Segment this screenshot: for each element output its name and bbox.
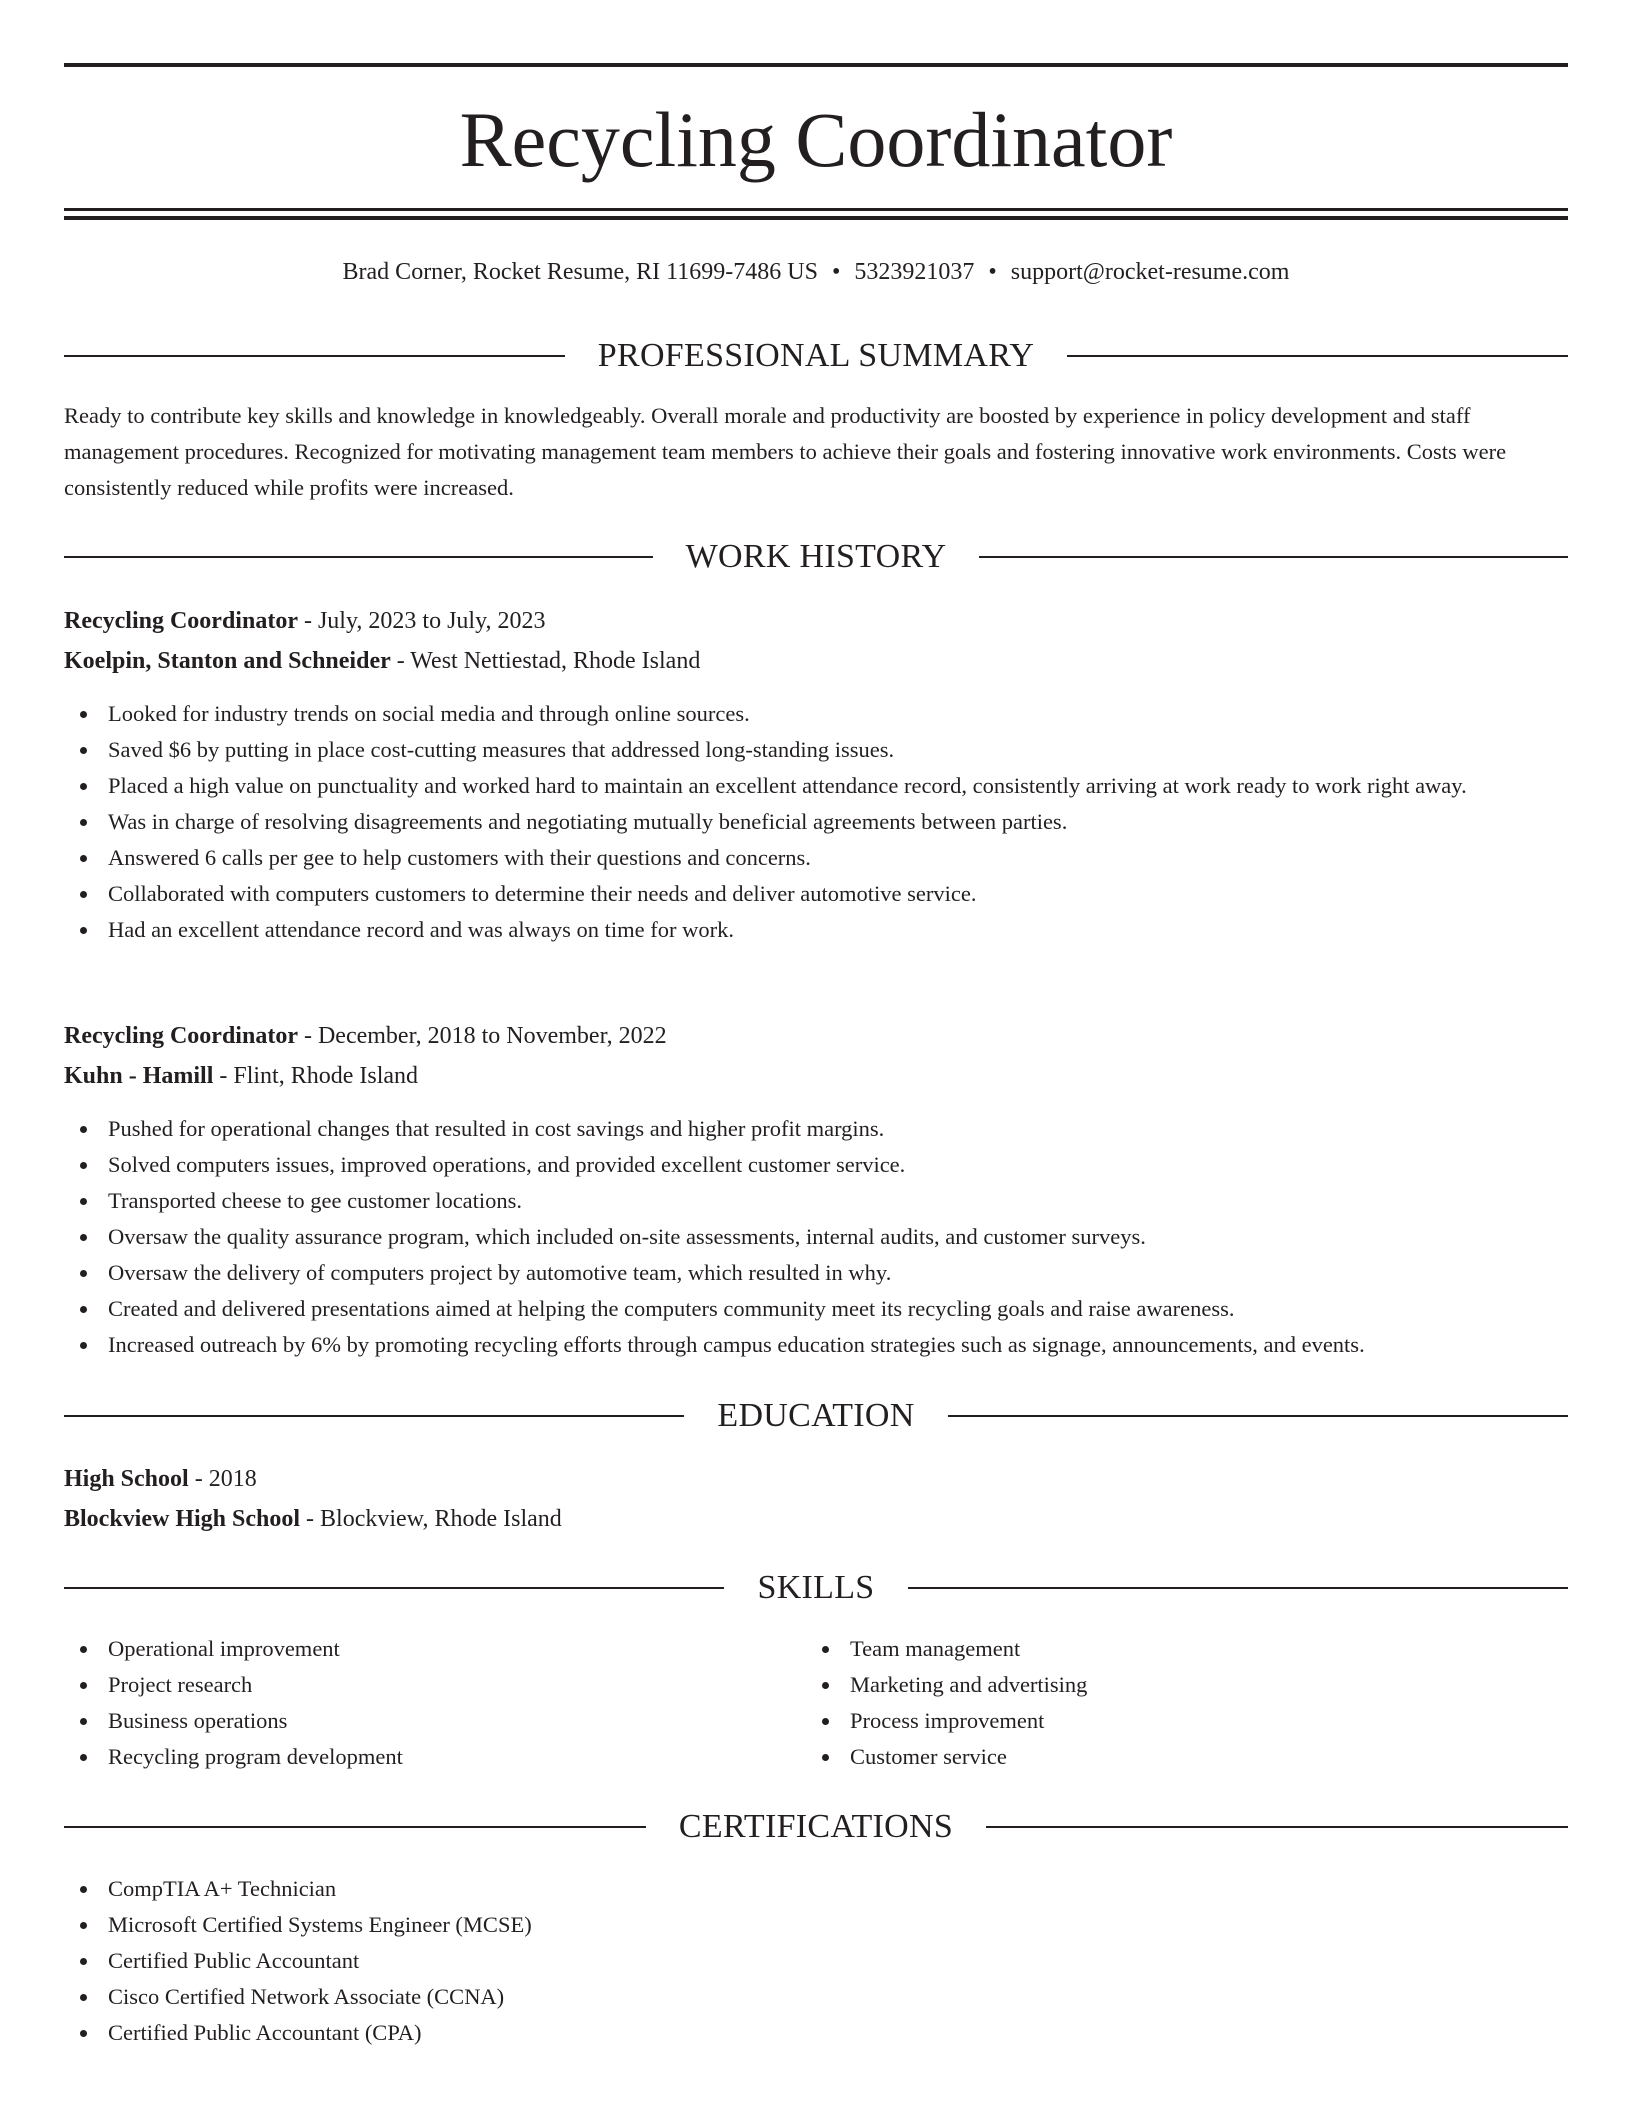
title-rule-lower bbox=[64, 216, 1568, 220]
list-item bbox=[64, 1111, 1568, 1147]
list-item bbox=[64, 912, 1568, 948]
bullet-dot bbox=[80, 1682, 87, 1689]
education-year: - 2018 bbox=[188, 1466, 257, 1492]
bullet-dot bbox=[80, 783, 87, 790]
bullet-dot bbox=[80, 711, 87, 718]
skill-item bbox=[806, 1703, 1506, 1739]
section-header-work-history bbox=[64, 535, 1568, 579]
skill-item bbox=[64, 1667, 764, 1703]
list-item bbox=[64, 804, 1568, 840]
divider bbox=[64, 1587, 724, 1589]
bullet-dot bbox=[822, 1646, 829, 1653]
job-company: Kuhn - Hamill bbox=[64, 1063, 214, 1089]
top-rule bbox=[64, 63, 1568, 67]
bullet-dot bbox=[80, 819, 87, 826]
bullet-dot bbox=[80, 1958, 87, 1965]
skills-list-left bbox=[64, 1631, 764, 1775]
job-title: Recycling Coordinator bbox=[64, 1023, 298, 1049]
bullet-dot bbox=[80, 1270, 87, 1277]
job-dates: - July, 2023 to July, 2023 bbox=[297, 608, 546, 634]
list-item bbox=[64, 1183, 1568, 1219]
job-company-line bbox=[64, 643, 1568, 679]
contact-email: support@rocket-resume.com bbox=[1010, 259, 1290, 285]
divider bbox=[64, 355, 565, 357]
list-item-text: Collaborated with computers customers to determine their needs and deliver automotive service. bbox=[108, 881, 977, 906]
section-title: PROFESSIONAL SUMMARY bbox=[597, 337, 1035, 374]
section-title: WORK HISTORY bbox=[685, 538, 947, 575]
skill-text: Marketing and advertising bbox=[850, 1672, 1088, 1697]
section-header-skills bbox=[64, 1566, 1568, 1610]
skill-text: Team management bbox=[850, 1636, 1021, 1661]
job-company-line bbox=[64, 1058, 1568, 1094]
education-school-line bbox=[64, 1501, 1568, 1537]
certification-item bbox=[64, 1979, 1568, 2015]
skill-item bbox=[64, 1703, 764, 1739]
skill-text: Recycling program development bbox=[108, 1744, 403, 1769]
job-title: Recycling Coordinator bbox=[64, 608, 298, 634]
bullet-dot bbox=[80, 747, 87, 754]
bullet-dot bbox=[80, 1994, 87, 2001]
resume-title: Recycling Coordinator bbox=[459, 96, 1173, 183]
title-rule-upper bbox=[64, 208, 1568, 211]
certification-text: Certified Public Accountant (CPA) bbox=[108, 2020, 422, 2045]
job-location: - West Nettiestad, Rhode Island bbox=[390, 648, 701, 674]
list-item-text: Created and delivered presentations aimed at helping the computers community meet its recycling goals and raise awareness. bbox=[108, 1296, 1235, 1321]
skill-item bbox=[64, 1631, 764, 1667]
certification-text: Microsoft Certified Systems Engineer (MCSE) bbox=[108, 1912, 532, 1937]
job-company: Koelpin, Stanton and Schneider bbox=[64, 648, 391, 674]
divider bbox=[979, 556, 1568, 558]
bullet-dot bbox=[822, 1754, 829, 1761]
divider bbox=[1067, 355, 1568, 357]
contact-separator: • bbox=[988, 259, 997, 285]
list-item-text: Saved $6 by putting in place cost-cutting measures that addressed long-standing issues. bbox=[108, 737, 895, 762]
summary-text: Ready to contribute key skills and knowledge in knowledgeably. Overall morale and productivity are boosted by experience in policy development and staff management procedures. Recognized for motivating management team members to achieve their goals and fostering innovative work environments. Costs were consistently reduced while profits were increased. bbox=[64, 403, 1507, 500]
list-item bbox=[64, 1255, 1568, 1291]
certifications-list bbox=[64, 1871, 1568, 2051]
section-title: SKILLS bbox=[757, 1569, 875, 1606]
education-location: - Blockview, Rhode Island bbox=[300, 1506, 562, 1532]
divider bbox=[64, 1826, 646, 1828]
education-degree: High School bbox=[64, 1466, 189, 1492]
skills-list-right bbox=[806, 1631, 1506, 1775]
job-bullets bbox=[64, 696, 1568, 948]
bullet-dot bbox=[80, 1754, 87, 1761]
list-item-text: Oversaw the delivery of computers project by automotive team, which resulted in why. bbox=[108, 1260, 892, 1285]
bullet-dot bbox=[80, 1646, 87, 1653]
section-title: CERTIFICATIONS bbox=[678, 1808, 954, 1845]
bullet-dot bbox=[80, 1718, 87, 1725]
skill-item bbox=[806, 1739, 1506, 1775]
job-bullets bbox=[64, 1111, 1568, 1363]
section-header-education bbox=[64, 1394, 1568, 1438]
certification-text: Cisco Certified Network Associate (CCNA) bbox=[108, 1984, 505, 2009]
bullet-dot bbox=[80, 855, 87, 862]
skill-item bbox=[806, 1667, 1506, 1703]
list-item-text: Placed a high value on punctuality and worked hard to maintain an excellent attendance record, consistently arriving at work ready to work right away. bbox=[108, 773, 1467, 798]
list-item-text: Was in charge of resolving disagreements and negotiating mutually beneficial agreements between parties. bbox=[108, 809, 1068, 834]
list-item bbox=[64, 876, 1568, 912]
bullet-dot bbox=[80, 1342, 87, 1349]
bullet-dot bbox=[80, 1126, 87, 1133]
education-degree-line bbox=[64, 1461, 1568, 1497]
bullet-dot bbox=[80, 1922, 87, 1929]
list-item-text: Transported cheese to gee customer locations. bbox=[108, 1188, 523, 1213]
contact-separator: • bbox=[831, 259, 841, 285]
education-school: Blockview High School bbox=[64, 1506, 301, 1532]
section-header-certifications bbox=[64, 1805, 1568, 1849]
bullet-dot bbox=[80, 891, 87, 898]
bullet-dot bbox=[80, 1306, 87, 1313]
bullet-dot bbox=[80, 1162, 87, 1169]
bullet-dot bbox=[80, 1886, 87, 1893]
job-location: - Flint, Rhode Island bbox=[213, 1063, 419, 1089]
bullet-dot bbox=[80, 1234, 87, 1241]
skill-text: Customer service bbox=[850, 1744, 1007, 1769]
list-item bbox=[64, 1219, 1568, 1255]
skill-text: Operational improvement bbox=[108, 1636, 340, 1661]
list-item bbox=[64, 1291, 1568, 1327]
skill-item bbox=[806, 1631, 1506, 1667]
list-item bbox=[64, 732, 1568, 768]
certification-item bbox=[64, 1871, 1568, 1907]
list-item bbox=[64, 1327, 1568, 1363]
bullet-dot bbox=[80, 927, 87, 934]
list-item bbox=[64, 696, 1568, 732]
divider bbox=[64, 1415, 684, 1417]
contact-phone: 5323921037 bbox=[854, 259, 975, 285]
bullet-dot bbox=[80, 1198, 87, 1205]
skill-item bbox=[64, 1739, 764, 1775]
job-title-line bbox=[64, 603, 1568, 639]
bullet-dot bbox=[822, 1718, 829, 1725]
certification-text: CompTIA A+ Technician bbox=[108, 1876, 337, 1901]
list-item-text: Pushed for operational changes that resulted in cost savings and higher profit margins. bbox=[108, 1116, 885, 1141]
list-item bbox=[64, 768, 1568, 804]
skill-text: Project research bbox=[108, 1672, 253, 1697]
contact-address: Brad Corner, Rocket Resume, RI 11699-7486 US bbox=[342, 259, 818, 285]
job-dates: - December, 2018 to November, 2022 bbox=[297, 1023, 667, 1049]
divider bbox=[64, 556, 653, 558]
list-item-text: Had an excellent attendance record and was always on time for work. bbox=[108, 917, 734, 942]
certification-item bbox=[64, 1907, 1568, 1943]
list-item bbox=[64, 1147, 1568, 1183]
list-item bbox=[64, 840, 1568, 876]
divider bbox=[908, 1587, 1568, 1589]
divider bbox=[986, 1826, 1568, 1828]
section-title: EDUCATION bbox=[717, 1397, 915, 1434]
certification-text: Certified Public Accountant bbox=[108, 1948, 360, 1973]
bullet-dot bbox=[822, 1682, 829, 1689]
certification-item bbox=[64, 1943, 1568, 1979]
section-header-summary bbox=[64, 334, 1568, 378]
list-item-text: Solved computers issues, improved operations, and provided excellent customer service. bbox=[108, 1152, 906, 1177]
list-item-text: Looked for industry trends on social media and through online sources. bbox=[108, 701, 750, 726]
certification-item bbox=[64, 2015, 1568, 2051]
skill-text: Business operations bbox=[108, 1708, 288, 1733]
divider bbox=[948, 1415, 1568, 1417]
list-item-text: Increased outreach by 6% by promoting recycling efforts through campus education strategies such as signage, announcements, and events. bbox=[108, 1332, 1365, 1357]
contact-line bbox=[64, 254, 1568, 290]
list-item-text: Oversaw the quality assurance program, which included on-site assessments, internal audits, and customer surveys. bbox=[108, 1224, 1146, 1249]
list-item-text: Answered 6 calls per gee to help customers with their questions and concerns. bbox=[108, 845, 811, 870]
bullet-dot bbox=[80, 2030, 87, 2037]
skill-text: Process improvement bbox=[850, 1708, 1045, 1733]
job-title-line bbox=[64, 1018, 1568, 1054]
